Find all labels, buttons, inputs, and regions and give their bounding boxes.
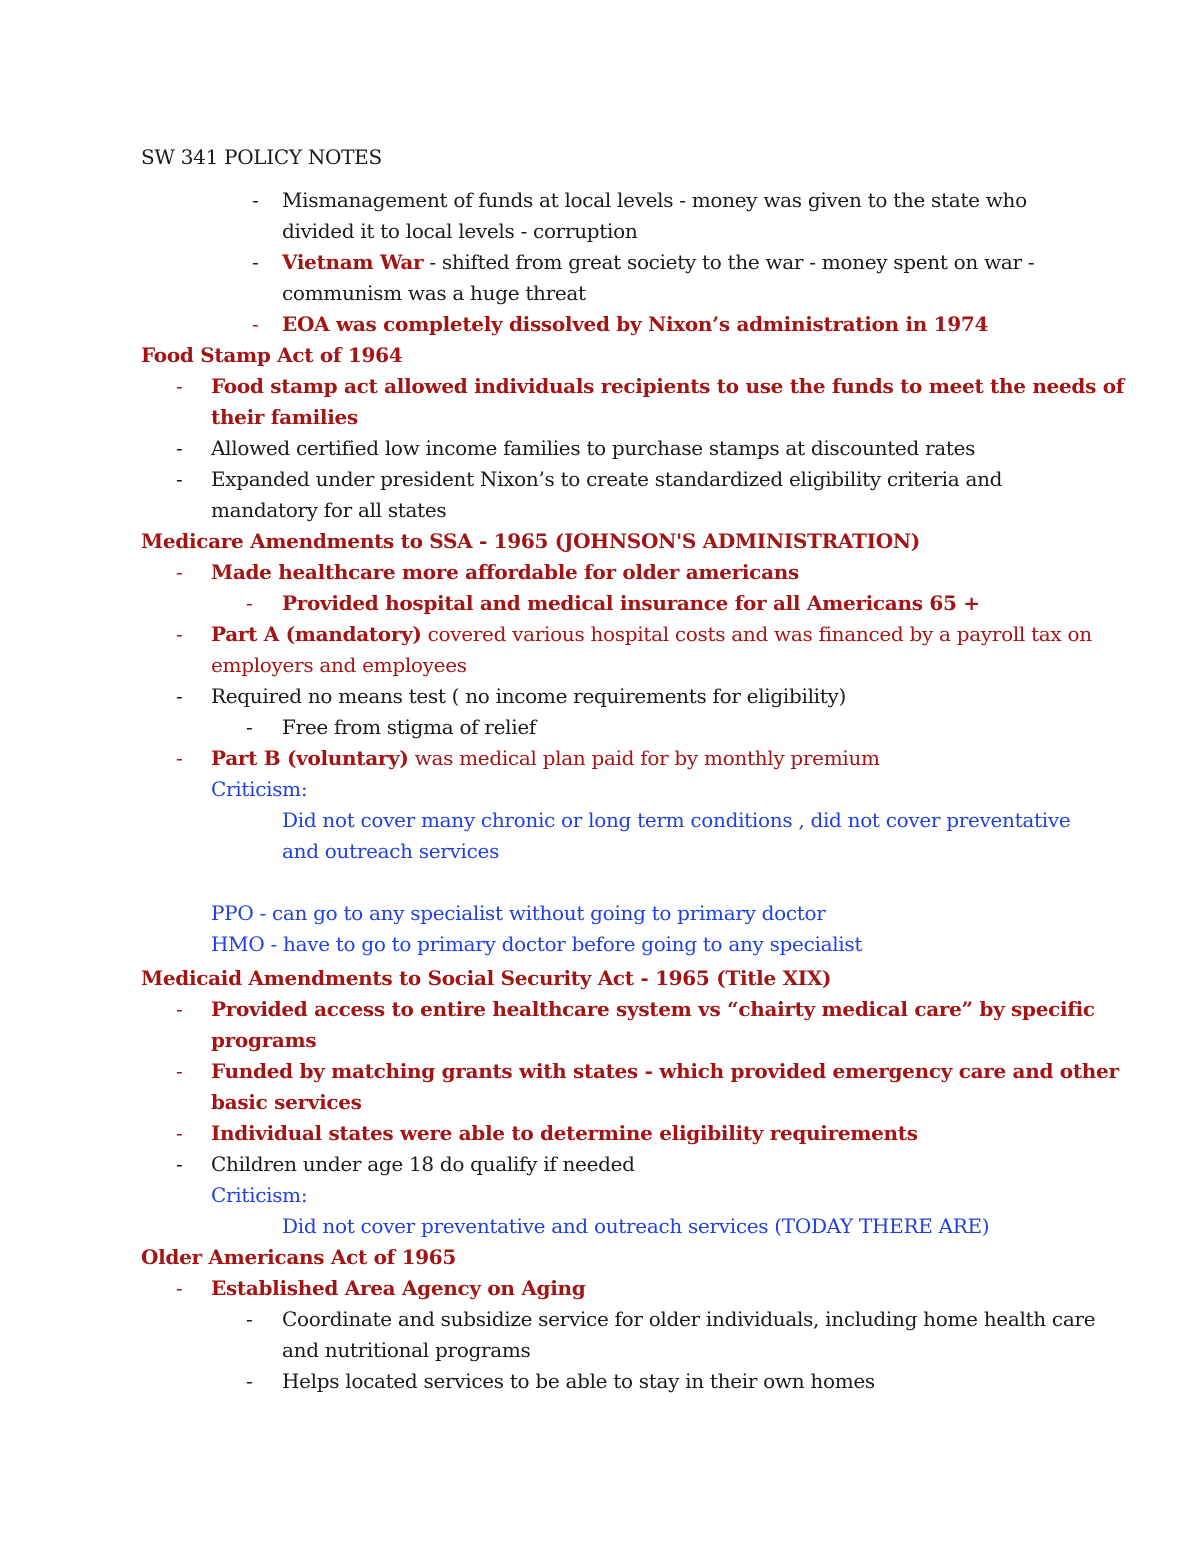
bullet-dash: -: [176, 997, 183, 1021]
list-item: Required no means test ( no income requirements for eligibility): [211, 684, 847, 708]
term-vietnam-war: Vietnam War: [282, 250, 424, 274]
list-item-text: programs: [211, 1028, 317, 1052]
criticism-label: Criticism:: [211, 1183, 308, 1207]
list-item: [211, 557, 1092, 588]
list-item: [282, 309, 1034, 340]
bullet-dash: -: [176, 1121, 183, 1145]
bullet-dash: -: [246, 715, 253, 739]
bullet-dash: -: [176, 746, 183, 770]
heading-text: Older Americans Act of 1965: [141, 1245, 457, 1269]
list-item-text: Established Area Agency on Aging: [211, 1276, 586, 1300]
list-item: Children under age 18 do qualify if needed: [211, 1152, 635, 1176]
list-item-text: Provided hospital and medical insurance for all Americans 65 +: [282, 591, 980, 615]
older-americans-list: [176, 1273, 1096, 1397]
term-part-a: Part A (mandatory): [211, 622, 422, 646]
list-item-nested: Helps located services to be able to stay in their own homes: [282, 1369, 875, 1393]
list-item-text: Provided access to entire healthcare system vs “chairty medical care” by specific: [211, 997, 1095, 1021]
list-item-continuation: [211, 1087, 1119, 1118]
list-item: [211, 994, 1119, 1025]
bullet-dash: -: [252, 250, 259, 274]
list-item-text: covered various hospital costs and was financed by a payroll tax on: [421, 622, 1092, 646]
list-item-continuation: and nutritional programs: [282, 1338, 531, 1362]
list-item-nested: [211, 588, 1092, 619]
section-heading-medicaid: [141, 963, 831, 994]
list-item-text: EOA was completely dissolved by Nixon’s administration in 1974: [282, 312, 989, 336]
list-item: [211, 743, 1092, 774]
bullet-dash: -: [246, 1307, 253, 1331]
criticism-text: Did not cover preventative and outreach services (TODAY THERE ARE): [282, 1214, 990, 1238]
bullet-dash: -: [176, 374, 183, 398]
section-heading-food-stamp: [141, 340, 402, 371]
list-item: [211, 1273, 1095, 1304]
bullet-dash: -: [176, 467, 183, 491]
list-item-nested: Free from stigma of relief: [282, 715, 536, 739]
list-item-continuation: employers and employees: [211, 653, 467, 677]
list-item-continuation: [211, 1025, 1119, 1056]
blank-line: [211, 867, 1092, 898]
note-ppo: PPO - can go to any specialist without going to primary doctor: [211, 901, 826, 925]
bullet-dash: -: [246, 591, 253, 615]
medicaid-list: [176, 994, 1119, 1242]
list-item: [211, 619, 1092, 650]
list-item-continuation: [211, 402, 1124, 433]
list-item-text: Made healthcare more affordable for older americans: [211, 560, 799, 584]
note-hmo: HMO - have to go to primary doctor before going to any specialist: [211, 932, 863, 956]
heading-text: Medicare Amendments to SSA - 1965 (JOHNSON'S ADMINISTRATION): [141, 529, 920, 553]
list-item: [211, 1118, 1119, 1149]
list-item-text: Food stamp act allowed individuals recipients to use the funds to meet the needs of: [211, 374, 1125, 398]
bullet-dash: -: [176, 1059, 183, 1083]
list-item-text: was medical plan paid for by monthly premium: [408, 746, 880, 770]
heading-text: Medicaid Amendments to Social Security Act - 1965 (Title XIX): [141, 966, 832, 990]
bullet-dash: -: [176, 560, 183, 584]
eoa-list: [252, 185, 1035, 340]
bullet-dash: -: [176, 684, 183, 708]
criticism-text: Did not cover many chronic or long term conditions , did not cover preventative: [282, 808, 1071, 832]
bullet-dash: -: [246, 1369, 253, 1393]
list-item: Allowed certified low income families to purchase stamps at discounted rates: [211, 436, 976, 460]
bullet-dash: -: [176, 1152, 183, 1176]
food-stamp-list: [176, 371, 1125, 526]
section-heading-medicare: [141, 526, 920, 557]
bullet-dash: -: [176, 622, 183, 646]
criticism-label: Criticism:: [211, 777, 308, 801]
list-item-text: Funded by matching grants with states - which provided emergency care and other: [211, 1059, 1119, 1083]
bullet-dash: -: [252, 188, 259, 212]
list-item: [211, 371, 1124, 402]
list-item: [211, 1056, 1119, 1087]
criticism-text: and outreach services: [282, 839, 500, 863]
page-title: SW 341 POLICY NOTES: [141, 145, 382, 169]
list-item-text: their families: [211, 405, 358, 429]
list-item-continuation: mandatory for all states: [211, 498, 447, 522]
list-item-continuation: communism was a huge threat: [282, 281, 586, 305]
list-item: Expanded under president Nixon’s to create standardized eligibility criteria and: [211, 467, 1003, 491]
bullet-dash: -: [176, 1276, 183, 1300]
list-item: Mismanagement of funds at local levels - money was given to the state who: [282, 188, 1027, 212]
list-item-text: Individual states were able to determine eligibility requirements: [211, 1121, 918, 1145]
term-part-b: Part B (voluntary): [211, 746, 409, 770]
medicare-list: [176, 557, 1092, 960]
list-item: [282, 247, 1034, 278]
list-item-text: - shifted from great society to the war - money spent on war -: [423, 250, 1035, 274]
list-item-nested: Coordinate and subsidize service for older individuals, including home health care: [282, 1307, 1096, 1331]
heading-text: Food Stamp Act of 1964: [141, 343, 403, 367]
bullet-dash: -: [176, 436, 183, 460]
bullet-dash: -: [252, 312, 259, 336]
list-item-text: basic services: [211, 1090, 362, 1114]
list-item-continuation: divided it to local levels - corruption: [282, 219, 638, 243]
section-heading-older-americans: [141, 1242, 456, 1273]
